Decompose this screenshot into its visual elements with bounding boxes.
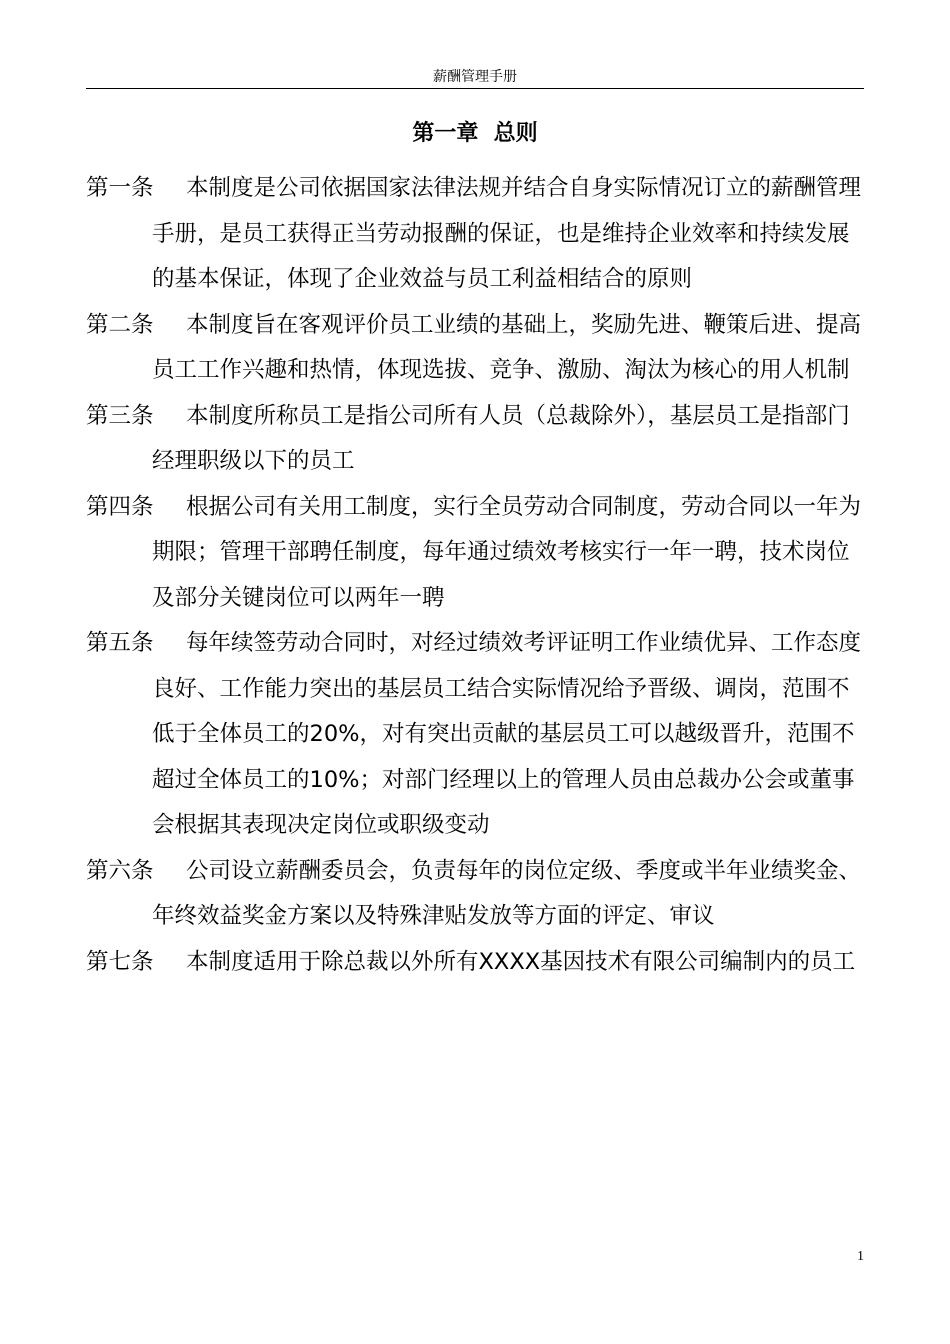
article-item: [86, 849, 870, 940]
header-title: 薪酬管理手册: [433, 69, 517, 85]
article-item: [86, 394, 870, 485]
article-item: [86, 166, 870, 303]
article-text: 本制度适用于除总裁以外所有XXXX基因技术有限公司编制内的员工: [186, 948, 856, 975]
article-label: 第一条: [86, 175, 154, 201]
page-number: 1: [857, 1249, 864, 1264]
article-label: 第二条: [86, 311, 154, 338]
article-label: 第五条: [86, 630, 154, 656]
article-text: 本制度旨在客观评价员工业绩的基础上，奖励先进、鞭策后进、提高员工工作兴趣和热情，体现选拔、竞争、激励、淘汰为核心的用人机制: [152, 311, 862, 383]
article-text: 本制度是公司依据国家法律法规并结合自身实际情况订立的薪酬管理手册，是员工获得正当劳动报酬的保证，也是维持企业效率和持续发展的基本保证，体现了企业效益与员工利益相结合的原则: [152, 175, 862, 292]
chapter-title: 第一章 总则: [412, 121, 538, 146]
article-label: 第六条: [86, 857, 154, 884]
article-text: 每年续签劳动合同时，对经过绩效考评证明工作业绩优异、工作态度良好、工作能力突出的基层员工结合实际情况给予晋级、调岗，范围不低于全体员工的20%，对有突出贡献的基层员工可以越级晋升，范围不超过全体员工的10%；对部门经理以上的管理人员由总裁办公会或董事会根据其表现决定岗位或职级变动: [152, 630, 862, 838]
article-text: 公司设立薪酬委员会，负责每年的岗位定级、季度或半年业绩奖金、年终效益奖金方案以及特殊津贴发放等方面的评定、审议: [152, 857, 862, 929]
article-item: [86, 303, 870, 394]
article-list: [86, 166, 870, 985]
article-label: 第七条: [86, 948, 154, 975]
article-item: [86, 940, 870, 986]
article-label: 第四条: [86, 493, 154, 520]
article-item: [86, 621, 870, 849]
article-text: 根据公司有关用工制度，实行全员劳动合同制度，劳动合同以一年为期限；管理干部聘任制度，每年通过绩效考核实行一年一聘，技术岗位及部分关键岗位可以两年一聘: [152, 493, 862, 611]
article-item: [86, 485, 870, 622]
page-header: [86, 66, 864, 89]
article-label: 第三条: [86, 402, 154, 429]
article-text: 本制度所称员工是指公司所有人员（总裁除外），基层员工是指部门经理职级以下的员工: [152, 402, 850, 474]
